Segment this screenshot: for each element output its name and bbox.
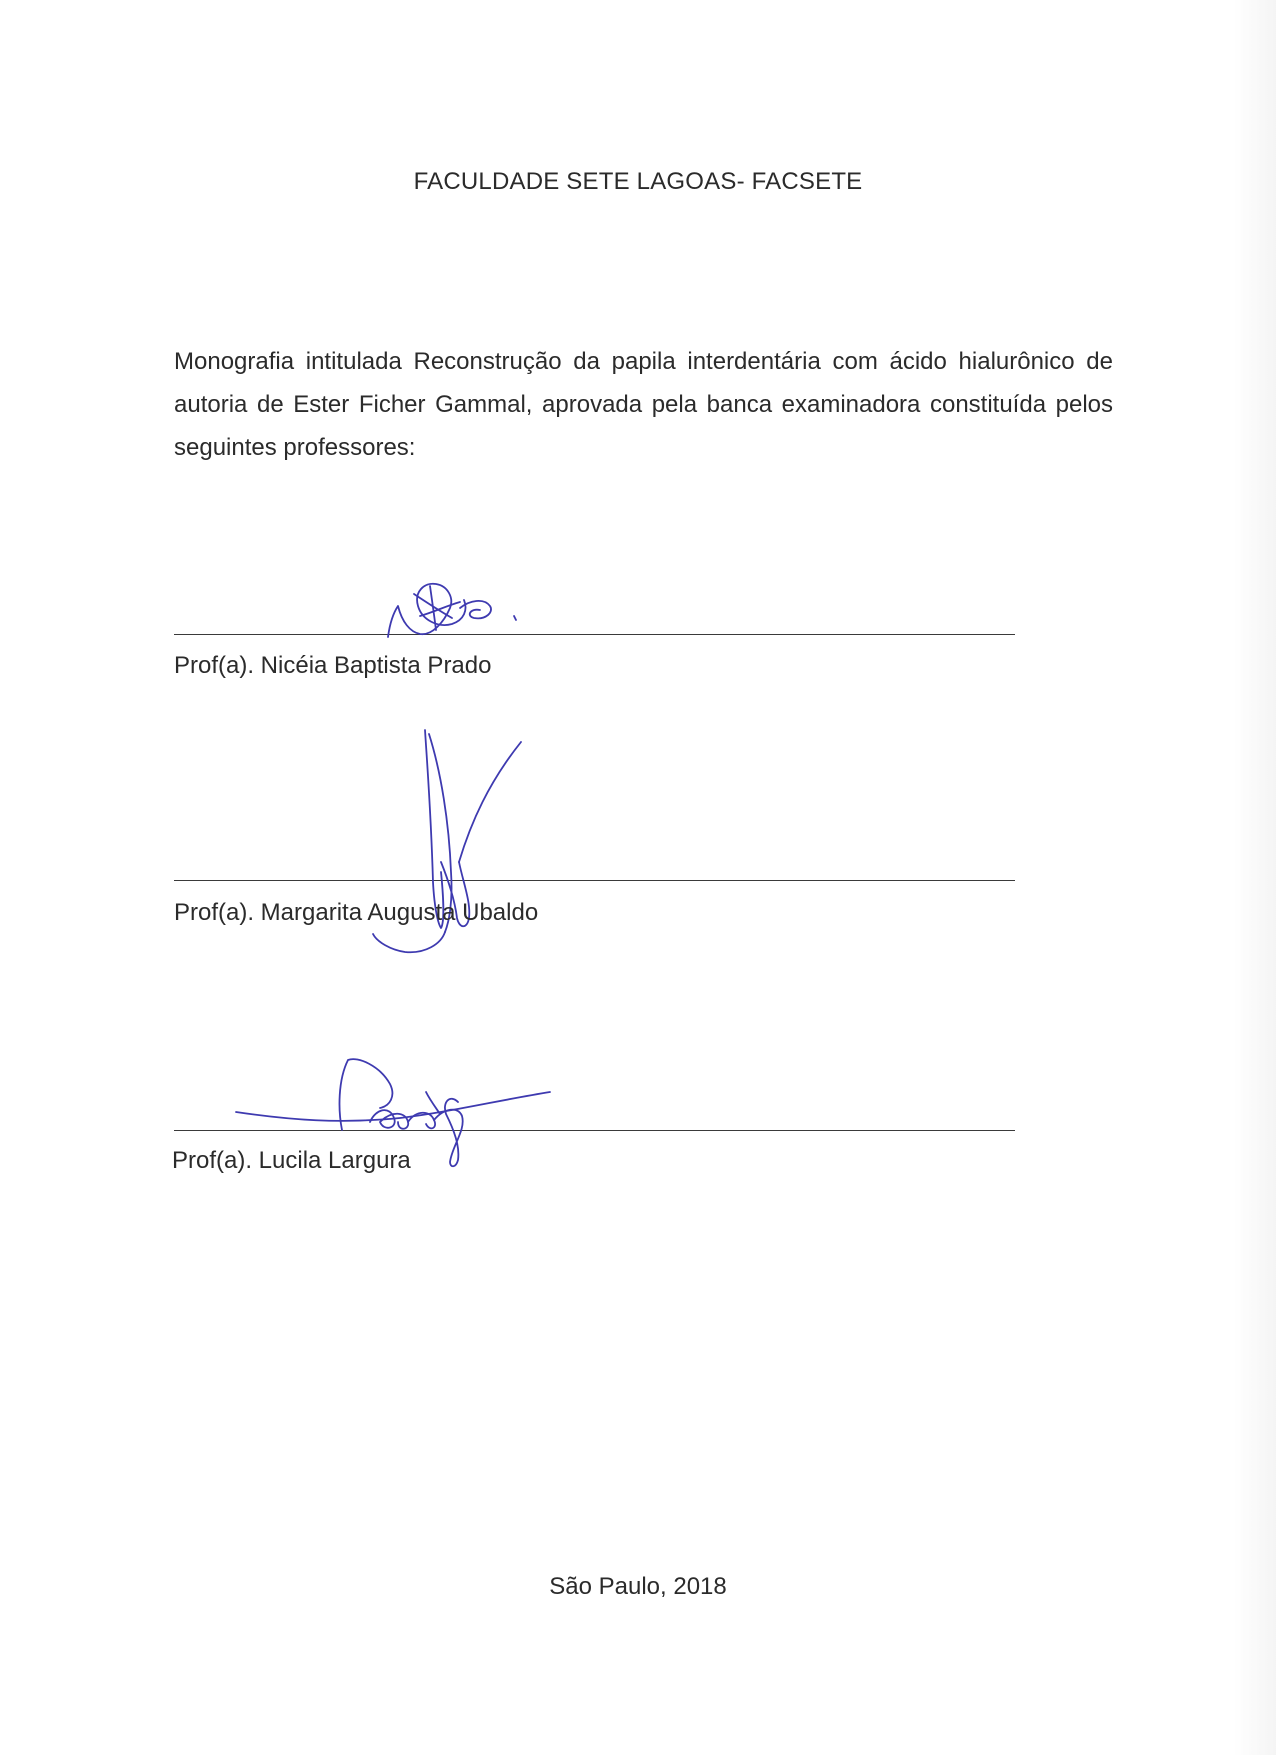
city-year: São Paulo, 2018 <box>549 1573 727 1600</box>
examiner-name: Prof(a). Margarita Augusta Ubaldo <box>174 899 539 926</box>
institution-title: FACULDADE SETE LAGOAS- FACSETE <box>413 168 863 195</box>
signature-icon <box>380 572 530 652</box>
approval-statement: Monografia intitulada Reconstrução da papila interdentária com ácido hialurônico de autoria de Ester Ficher Gammal, aprovada pela banca examinadora constituída pelos seguintes professores: <box>174 348 1113 461</box>
examiner-name: Prof(a). Lucila Largura <box>172 1147 411 1174</box>
scan-edge-shadow <box>1234 0 1276 1755</box>
signature-line <box>174 880 1015 881</box>
examiner-name: Prof(a). Nicéia Baptista Prado <box>174 652 492 679</box>
signature-line <box>174 634 1015 635</box>
